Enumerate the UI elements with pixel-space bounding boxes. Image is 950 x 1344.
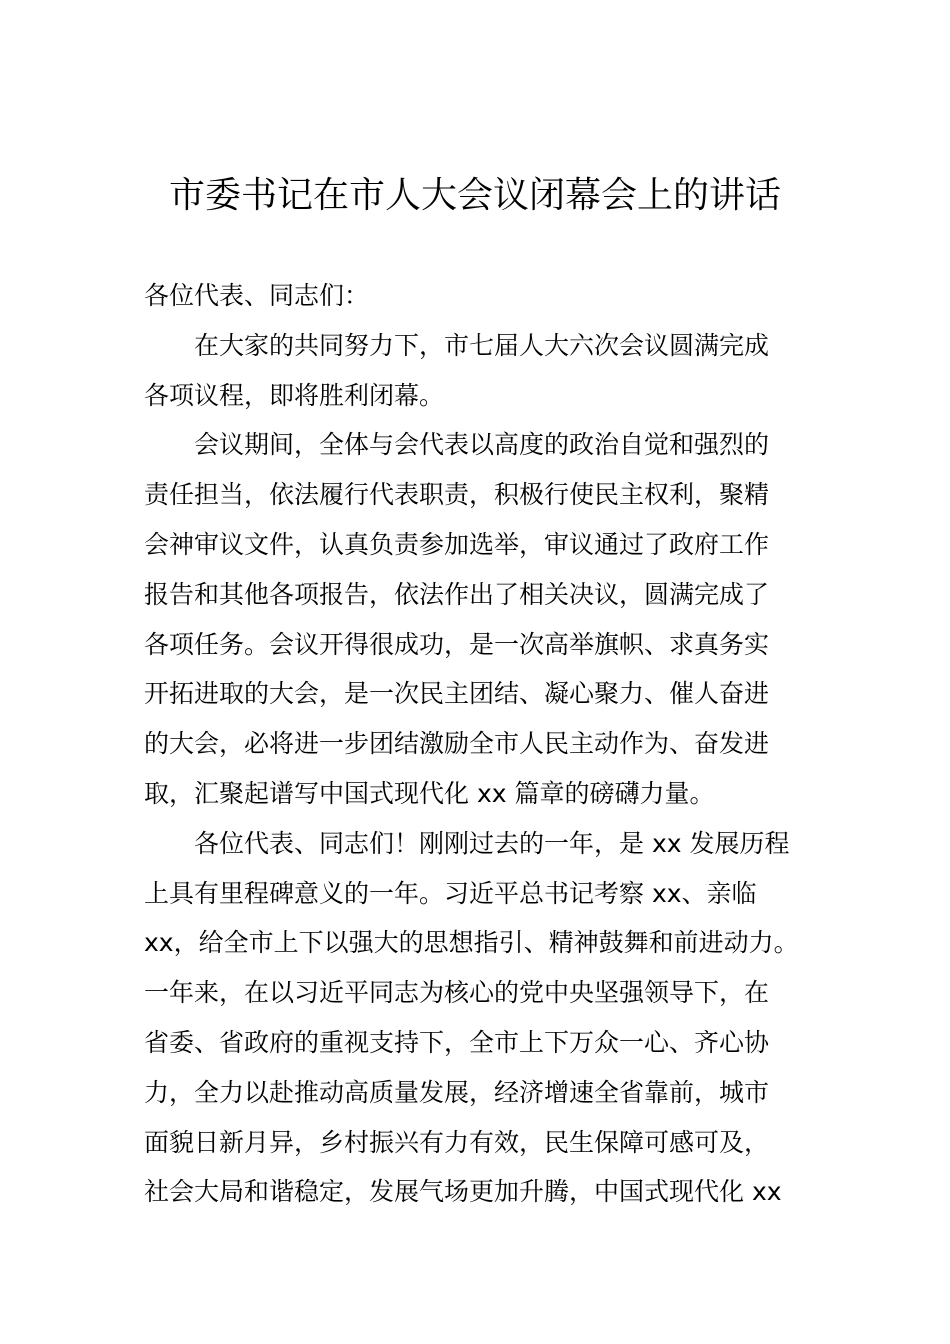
document-body (144, 271, 834, 1217)
paragraph-line: 的大会，必将进一步团结激励全市人民主动作为、奋发进 (144, 729, 770, 759)
paragraph-line: 面貌日新月异，乡村振兴有力有效，民生保障可感可及， (144, 1127, 770, 1157)
paragraph-line: 各项任务。会议开得很成功，是一次高举旗帜、求真务实 (144, 629, 770, 659)
paragraph-line: 力，全力以赴推动高质量发展，经济增速全省靠前，城市 (144, 1077, 770, 1107)
paragraph-line: 社会大局和谐稳定，发展气场更加升腾，中国式现代化 xx (144, 1177, 782, 1207)
paragraph-first-line: 各位代表、同志们！刚刚过去的一年，是 xx 发展历程 (194, 828, 790, 858)
paragraph-line: 省委、省政府的重视支持下，全市上下万众一心、齐心协 (144, 1027, 770, 1057)
paragraph-line: xx，给全市上下以强大的思想指引、精神鼓舞和前进动力。 (144, 928, 799, 958)
paragraph-line: 责任担当，依法履行代表职责，积极行使民主权利，聚精 (144, 480, 770, 510)
paragraph-line: 取，汇聚起谱写中国式现代化 xx 篇章的磅礴力量。 (144, 778, 715, 808)
paragraph-line: 会神审议文件，认真负责参加选举，审议通过了政府工作 (144, 529, 770, 559)
paragraph-line: 上具有里程碑意义的一年。习近平总书记考察 xx、亲临 (144, 878, 757, 908)
paragraph-line: 开拓进取的大会，是一次民主团结、凝心聚力、催人奋进 (144, 679, 770, 709)
paragraph-line: 一年来，在以习近平同志为核心的党中央坚强领导下，在 (144, 978, 770, 1008)
paragraph-first-line: 会议期间，全体与会代表以高度的政治自觉和强烈的 (194, 430, 770, 460)
paragraph-line: 各位代表、同志们： (144, 281, 370, 310)
document-title: 市委书记在市人大会议闭幕会上的讲话 (168, 175, 781, 216)
paragraph-line: 报告和其他各项报告，依法作出了相关决议，圆满完成了 (144, 579, 770, 609)
paragraph-first-line: 在大家的共同努力下，市七届人大六次会议圆满完成 (194, 330, 770, 360)
paragraph-line: 各项议程，即将胜利闭幕。 (144, 380, 445, 410)
